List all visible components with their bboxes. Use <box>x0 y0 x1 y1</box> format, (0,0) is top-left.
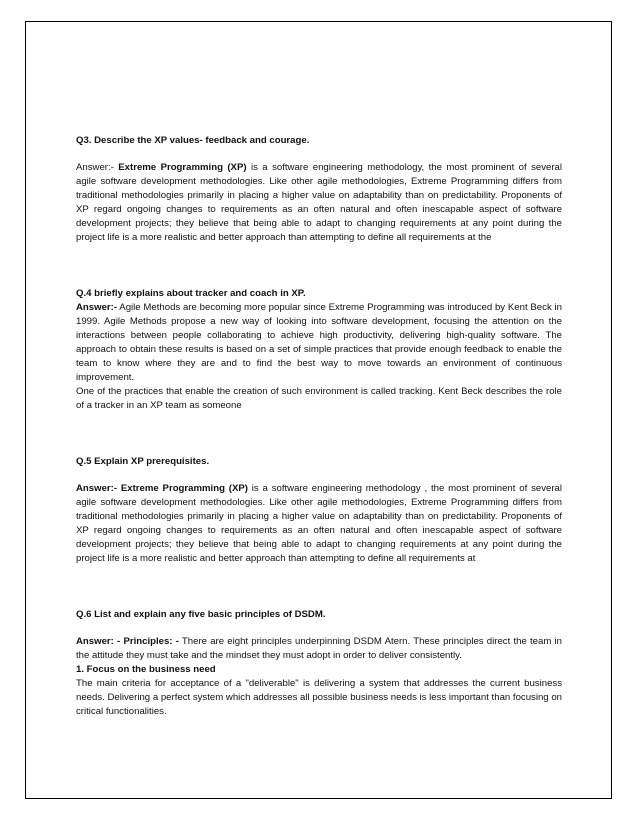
answer-text: is a software engineering methodology, the most prominent of several agile software development methodologies. Like other agile methodologies, Extreme Programming differs from traditional methodologies primarily in placing a higher value on adaptability than on predictability. Proponents of XP regard ongoing changes to requirements as an often natural and often inescapable aspect of software development projects; they believe that being able to adapt to changing requirements at any point during the project life is a more realistic and better approach than attempting to define all requirements at the <box>76 162 562 243</box>
question-4-answer <box>76 301 562 385</box>
question-6-heading: Q.6 List and explain any five basic principles of DSDM. <box>76 609 326 620</box>
answer-text: is a software engineering methodology , the most prominent of several agile software development methodologies. Like other agile methodologies, Extreme Programming differs from traditional methodologies primarily in placing a higher value on adaptability than on predictability. Proponents of XP regard ongoing changes to requirements as an often natural and often inescapable aspect of software development projects; they believe that being able to adapt to changing requirements at any point during the project life is a more realistic and better approach than attempting to define all requirements at <box>76 483 562 564</box>
question-6-answer <box>76 635 562 663</box>
answer-label: Answer: - Principles: - <box>76 636 179 647</box>
answer-text: Agile Methods are becoming more popular since Extreme Programming was introduced by Kent Beck in 1999. Agile Methods propose a new way of looking into software development, focusing the attention on the interactions between people collaborating to achieve high productivity, delivering high-quality software. The approach to obtain these results is based on a set of simple practices that provide enough feedback to enable the team to know where they are and to find the best way to move towards an environment of continuous improvement. <box>76 302 562 383</box>
question-5-answer <box>76 482 562 566</box>
question-5-heading: Q.5 Explain XP prerequisites. <box>76 456 210 467</box>
answer-label: Answer:- <box>76 302 118 313</box>
question-4-extra: One of the practices that enable the creation of such environment is called tracking. Kent Beck describes the role of a tracker in an XP team as someone <box>76 386 562 411</box>
question-3-heading: Q3. Describe the XP values- feedback and courage. <box>76 135 310 146</box>
document-body <box>76 134 562 719</box>
answer-prefix: Answer:- <box>76 162 119 173</box>
answer-bold-term: Extreme Programming (XP) <box>118 162 247 173</box>
answer-text: There are eight principles underpinning DSDM Atern. These principles direct the team in the attitude they must take and the mindset they must adopt in order to deliver consistently. <box>76 636 562 661</box>
question-3-answer <box>76 161 562 245</box>
answer-label: Answer:- Extreme Programming (XP) <box>76 483 248 494</box>
question-4-heading: Q.4 briefly explains about tracker and coach in XP. <box>76 288 306 299</box>
principle-1-heading: 1. Focus on the business need <box>76 664 216 675</box>
principle-1-text: The main criteria for acceptance of a "deliverable" is delivering a system that addresses the current business needs. Delivering a perfect system which addresses all possible business needs is less important than focusing on critical functionalities. <box>76 678 562 717</box>
